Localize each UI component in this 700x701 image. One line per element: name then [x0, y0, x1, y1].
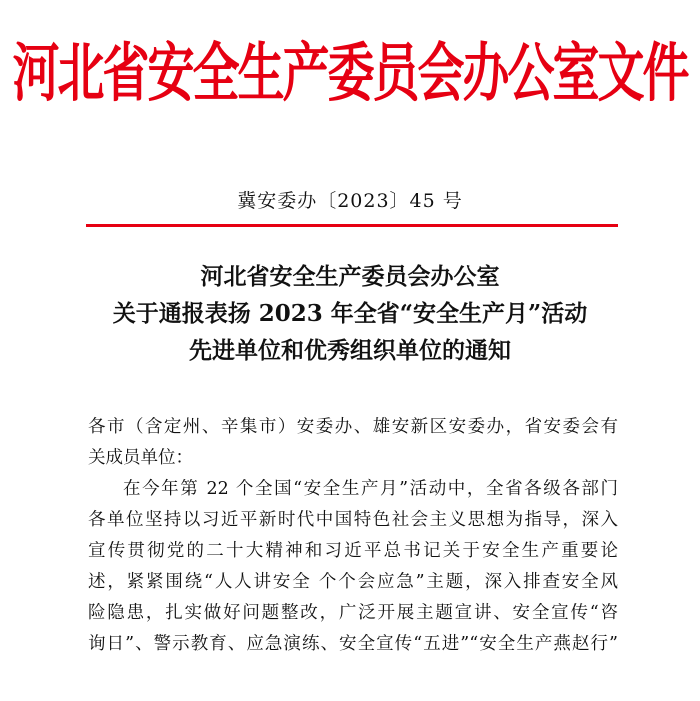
document-title: [0, 258, 700, 369]
paragraph-line-2: 各单位坚持以习近平新时代中国特色社会主义思想为指导，深入: [88, 510, 618, 530]
paragraph-line-4: 述，紧紧围绕“人人讲安全 个个会应急”主题，深入排查安全风: [88, 572, 618, 592]
paragraph-line-6: 询日”、警示教育、应急演练、安全宣传“五进”“安全生产燕赵行”: [88, 634, 618, 654]
paragraph-line-1: 在今年第 22 个全国“安全生产月”活动中，全省各级各部门: [123, 479, 618, 499]
issuer-header: 河北省安全生产委员会办公室文件: [12, 36, 688, 111]
paragraph-line-3: 宣传贯彻党的二十大精神和习近平总书记关于安全生产重要论: [88, 541, 618, 561]
red-divider-line: [86, 224, 618, 227]
title-line-2: 关于通报表扬 2023 年全省“安全生产月”活动: [112, 300, 588, 327]
salutation-line-2: 关成员单位：: [88, 448, 193, 468]
document-body: [88, 412, 618, 660]
title-line-1: 河北省安全生产委员会办公室: [200, 263, 500, 290]
salutation-line-1: 各市（含定州、辛集市）安委办、雄安新区安委办，省安委会有: [88, 417, 618, 437]
title-line-3: 先进单位和优秀组织单位的通知: [189, 337, 511, 364]
paragraph-line-5: 险隐患，扎实做好问题整改，广泛开展主题宣讲、安全宣传“咨: [88, 603, 618, 623]
document-number: 冀安委办〔2023〕45 号: [237, 190, 463, 212]
